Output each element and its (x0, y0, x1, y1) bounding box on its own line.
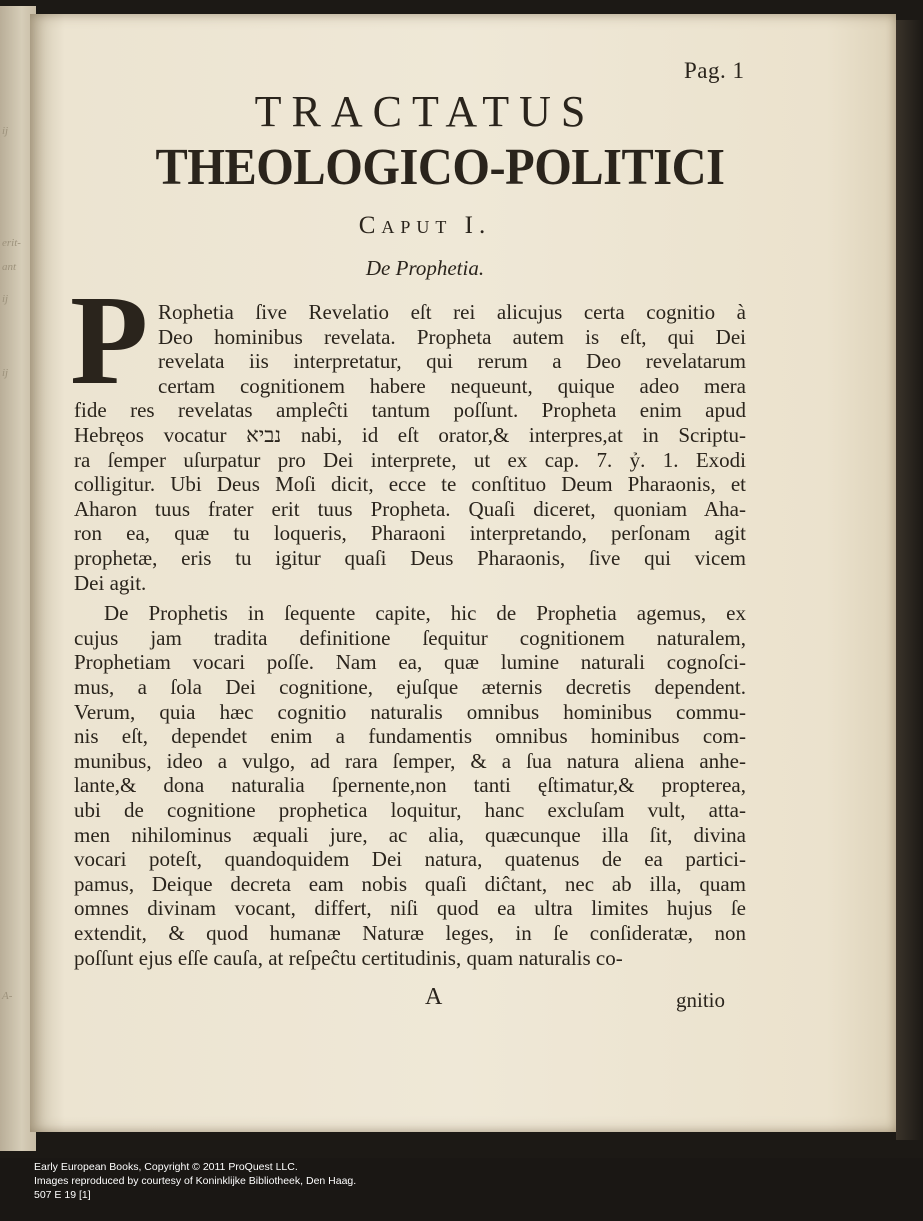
text-line: ra ſemper uſurpatur pro Dei interprete, ut ex cap. 7. ỷ. 1. Exodi (74, 447, 746, 472)
facing-page-fragment: ij (2, 125, 9, 137)
text-line: De Prophetis in ſequente capite, hic de Prophetia agemus, ex (104, 601, 746, 626)
text-line: omnes divinam vocant, differt, niſi quod ea ultra limites hujus ſe (74, 896, 746, 921)
text-line: lante,& dona naturalia ſpernente,non tanti ęſtimatur,& propterea, (74, 773, 746, 798)
text-line: Deo hominibus revelata. Propheta autem is eſt, qui Dei (158, 324, 746, 349)
text-line: cujus jam tradita definitione ſequitur cognitionem naturalem, (74, 625, 746, 650)
text-line: munibus, ideo a vulgo, ad rara ſemper, & a ſua natura aliena anhe- (74, 748, 746, 773)
facing-page-fragment: ij (2, 293, 9, 305)
title-line-2: THEOLOGICO-POLITICI (155, 139, 725, 196)
text-line: pamus, Deique decreta eam nobis quaſi diĉtant, nec ab illa, quam (74, 871, 746, 896)
signature-mark: A (425, 984, 443, 1010)
text-line: Prophetiam vocari poſſe. Nam ea, quæ lumine naturali cognoſci- (74, 650, 746, 675)
text-line: nis eſt, dependet enim a fundamentis omnibus hominibus com- (74, 724, 746, 749)
text-line: prophetæ, eris tu igitur quaſi Deus Pharaonis, ſive qui vicem (74, 546, 746, 570)
text-line: ron ea, quæ tu loqueris, Pharaoni interpretando, perſonam agit (74, 521, 746, 546)
text-line: Verum, quia hæc cognitio naturalis omnibus hominibus commu- (74, 699, 746, 724)
text-line: Hebręos vocatur נביא nabi, id eſt orator,& interpres,at in Scriptu- (74, 423, 746, 447)
chapter-subtitle: De Prophetia. (365, 256, 485, 280)
drop-cap: P (70, 269, 149, 411)
book-page (30, 14, 896, 1132)
text-line: colligitur. Ubi Deus Moſi dicit, ecce te conſtituo Deum Pharaonis, et (74, 472, 746, 497)
credit-line: 507 E 19 [1] (34, 1189, 91, 1201)
text-line: ubi de cognitione prophetica loquitur, hanc excluſam vult, atta- (74, 798, 746, 822)
text-line: extendit, & quod humanæ Naturæ leges, in ſe conſideratæ, non (74, 921, 746, 945)
text-line: revelata iis interpretatur, qui rerum a Deo revelatarum (158, 349, 746, 374)
chapter-heading: Caput I. (358, 212, 492, 239)
text-line: vocari poteſt, quandoquidem Dei natura, quatenus de ea partici- (74, 847, 746, 872)
text-line: men nihilominus æquali jure, ac alia, quæcunque illa ſit, divina (74, 822, 746, 847)
text-line: Aharon tuus frater erit tuus Propheta. Quaſi diceret, quoniam Aha- (74, 496, 746, 521)
facing-page-fragment: ant (2, 261, 17, 273)
credit-line: Images reproduced by courtesy of Koninklijke Bibliotheek, Den Haag. (34, 1175, 357, 1187)
text-line: poſſunt ejus eſſe cauſa, at reſpeĉtu certitudinis, quam naturalis co- (74, 945, 623, 970)
text-line: mus, a ſola Dei cognitione, ejuſque æternis decretis dependent. (74, 675, 746, 699)
facing-page-fragment: ij (2, 367, 9, 379)
text-line: Dei agit. (74, 570, 147, 595)
page-number: Pag. 1 (684, 58, 745, 83)
credit-block (34, 1160, 356, 1202)
facing-page-fragment: erit- (2, 237, 21, 249)
text-line: Rophetia ſive Revelatio eſt rei alicujus certa cognitio à (158, 300, 746, 324)
catchword: gnitio (676, 988, 726, 1012)
book-edge (896, 20, 923, 1140)
text-line: fide res revelatas ampleĉti tantum poſſunt. Propheta enim apud (74, 398, 746, 423)
facing-page-fragment: A- (2, 990, 13, 1002)
credit-line: Early European Books, Copyright © 2011 ProQuest LLC. (34, 1161, 298, 1173)
text-line: certam cognitionem habere nequeunt, quique adeo mera (158, 373, 746, 398)
title-line-1: TRACTATUS (254, 87, 596, 136)
